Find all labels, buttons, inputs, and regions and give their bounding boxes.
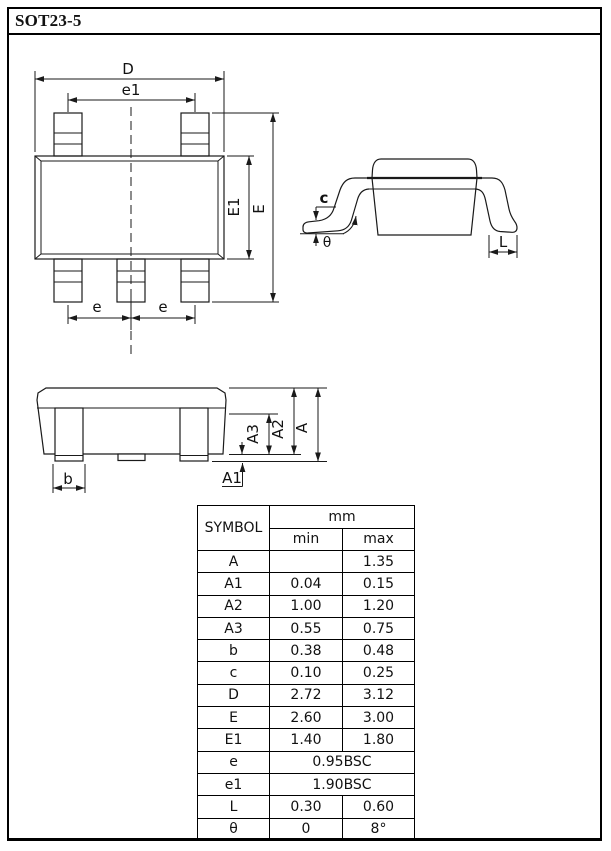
center-pin-stub <box>118 454 145 461</box>
cell-symbol: c <box>198 662 270 684</box>
cell-symbol: A1 <box>198 573 270 595</box>
dim-label-e-left: e <box>92 298 102 316</box>
col-header-max: max <box>343 528 415 551</box>
table-row <box>198 773 415 795</box>
cell-min: 0 <box>270 818 343 840</box>
package-body-side <box>372 159 477 235</box>
table-row <box>198 818 415 840</box>
cell-max: 1.20 <box>343 595 415 617</box>
table-row <box>198 617 415 639</box>
dim-label-A3: A3 <box>244 424 262 444</box>
front-lead-left <box>55 408 83 461</box>
cell-min: 2.72 <box>270 684 343 706</box>
table-row <box>198 796 415 818</box>
cell-max: 3.12 <box>343 684 415 706</box>
dim-e-pitch <box>68 291 195 330</box>
cell-symbol: A2 <box>198 595 270 617</box>
dim-label-D: D <box>122 60 134 78</box>
col-header-symbol: SYMBOL <box>198 506 270 551</box>
dim-A3 <box>244 414 269 455</box>
dim-A2 <box>269 388 294 455</box>
front-lead-right <box>180 408 208 461</box>
table-row <box>198 729 415 751</box>
dim-b <box>53 464 85 493</box>
col-header-unit: mm <box>270 506 415 529</box>
dim-label-c: c <box>319 189 329 207</box>
table-row <box>198 684 415 706</box>
cell-min: 2.60 <box>270 707 343 729</box>
cell-max: 0.15 <box>343 573 415 595</box>
dim-A <box>293 388 318 462</box>
dim-label-b: b <box>63 470 73 488</box>
cell-max: 1.35 <box>343 551 415 573</box>
cell-symbol: A3 <box>198 617 270 639</box>
cell-symbol: L <box>198 796 270 818</box>
dimension-table <box>197 505 415 841</box>
cell-min: 0.04 <box>270 573 343 595</box>
cell-symbol: D <box>198 684 270 706</box>
cell-min: 0.10 <box>270 662 343 684</box>
dim-E <box>212 113 279 302</box>
cell-min: 0.55 <box>270 617 343 639</box>
dim-A1 <box>222 442 243 487</box>
cell-symbol: θ <box>198 818 270 840</box>
gullwing-lead-right <box>475 178 517 232</box>
cell-max: 1.80 <box>343 729 415 751</box>
cell-symbol: E1 <box>198 729 270 751</box>
table-row <box>198 595 415 617</box>
page-title: SOT23-5 <box>15 11 82 30</box>
dim-label-E: E <box>250 204 268 214</box>
table-row <box>198 751 415 773</box>
table-row <box>198 707 415 729</box>
dim-L <box>489 233 517 258</box>
cell-min: 0.38 <box>270 640 343 662</box>
side-view <box>300 159 517 258</box>
cell-span-value: 0.95BSC <box>270 751 415 773</box>
col-header-min: min <box>270 528 343 551</box>
cell-min: 1.00 <box>270 595 343 617</box>
dim-label-A2: A2 <box>269 419 287 439</box>
cell-span-value: 1.90BSC <box>270 773 415 795</box>
cell-symbol: b <box>198 640 270 662</box>
cell-max: 0.60 <box>343 796 415 818</box>
cell-max: 0.75 <box>343 617 415 639</box>
table-row <box>198 662 415 684</box>
dim-label-L: L <box>498 233 508 251</box>
package-body-top <box>35 156 224 259</box>
dim-label-A1: A1 <box>222 469 242 487</box>
cell-min <box>270 551 343 573</box>
front-view <box>37 388 327 493</box>
cell-max: 3.00 <box>343 707 415 729</box>
table-row <box>198 640 415 662</box>
dim-label-E1: E1 <box>225 197 243 217</box>
cell-max: 0.25 <box>343 662 415 684</box>
dim-height-group <box>212 388 327 487</box>
cell-min: 0.30 <box>270 796 343 818</box>
table-row <box>198 551 415 573</box>
dim-label-e-right: e <box>158 298 168 316</box>
table-row <box>198 573 415 595</box>
dim-D <box>35 60 224 152</box>
top-view <box>35 60 279 357</box>
cell-symbol: A <box>198 551 270 573</box>
cell-symbol: E <box>198 707 270 729</box>
dim-theta <box>300 216 356 251</box>
dim-label-theta: θ <box>322 235 332 251</box>
cell-symbol: e <box>198 751 270 773</box>
dim-label-A: A <box>293 422 311 434</box>
cell-symbol: e1 <box>198 773 270 795</box>
cell-max: 8° <box>343 818 415 840</box>
cell-max: 0.48 <box>343 640 415 662</box>
cell-min: 1.40 <box>270 729 343 751</box>
dim-label-e1: e1 <box>121 81 141 99</box>
gullwing-lead-left <box>303 178 372 233</box>
